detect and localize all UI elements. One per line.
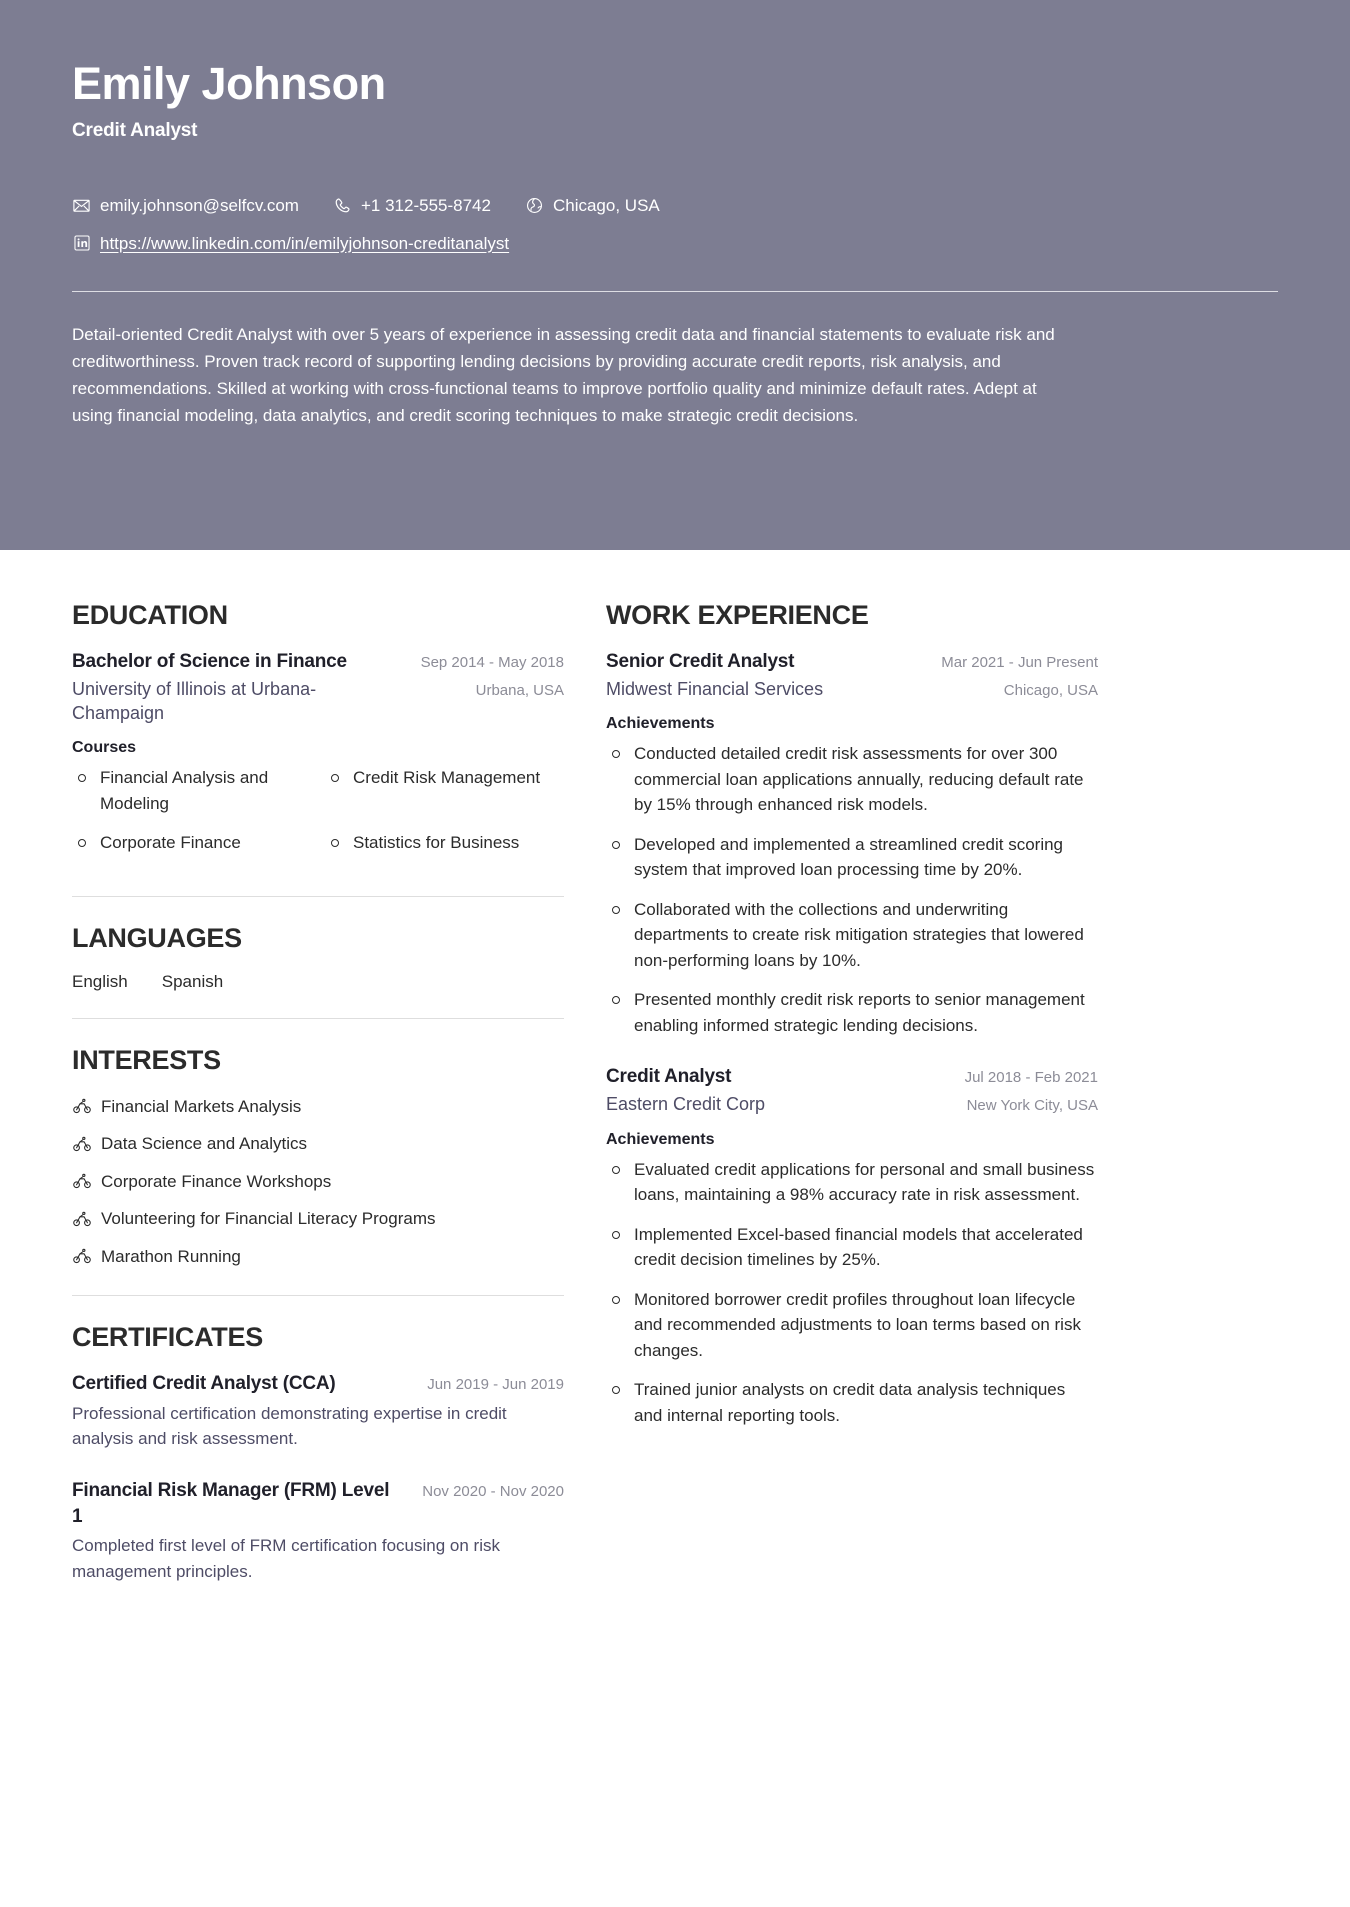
interest-label: Volunteering for Financial Literacy Programs: [101, 1209, 436, 1229]
achievement-item: Presented monthly credit risk reports to senior management enabling informed strategic lending decisions.: [606, 987, 1098, 1038]
achievements-label: Achievements: [606, 715, 715, 733]
course-item: Statistics for Business: [325, 830, 564, 856]
contact-linkedin-text: https://www.linkedin.com/in/emilyjohnson-creditanalyst: [100, 233, 510, 253]
education-dates: Sep 2014 - May 2018: [420, 654, 564, 671]
section-divider: [72, 1018, 564, 1019]
contact-row: [72, 194, 1278, 218]
interest-item: [72, 1206, 564, 1232]
education-location: Urbana, USA: [475, 681, 564, 699]
certificate-description: Completed first level of FRM certification focusing on risk management principles.: [72, 1536, 500, 1581]
candidate-job-title: Credit Analyst: [72, 119, 198, 141]
work-role: Credit Analyst: [606, 1066, 732, 1088]
certificates-section-title: CERTIFICATES: [72, 1322, 263, 1353]
work-entry: [606, 1064, 1098, 1428]
achievement-item: Developed and implemented a streamlined credit scoring system that improved loan processing time by 20%.: [606, 832, 1098, 883]
achievements-list: [606, 1157, 1098, 1429]
left-column: [72, 600, 564, 1592]
bicycle-icon: [72, 1134, 92, 1154]
languages-list: [72, 972, 564, 992]
certificate-entry: [72, 1478, 564, 1584]
contact-linkedin[interactable]: [72, 232, 509, 256]
achievements-label: Achievements: [606, 1130, 715, 1148]
work-dates: Jul 2018 - Feb 2021: [964, 1069, 1098, 1087]
professional-summary: Detail-oriented Credit Analyst with over 5 years of experience in assessing credit data and financial statements to evaluate risk and creditworthiness. Proven track record of supporting lending decisions by providing accurate credit reports, risk analysis, and recommendations. Skilled at working with cross-functional teams to improve portfolio quality and minimize default rates. Adept at using financial modeling, data analytics, and credit scoring techniques to make strategic credit decisions.: [72, 325, 1055, 425]
course-item: Financial Analysis and Modeling: [72, 765, 311, 816]
achievement-item: Collaborated with the collections and underwriting departments to create risk mitigation strategies that lowered non-performing loans by 10%.: [606, 897, 1098, 974]
work-location: New York City, USA: [966, 1097, 1098, 1115]
education-degree: Bachelor of Science in Finance: [72, 651, 347, 672]
course-item: Credit Risk Management: [325, 765, 564, 816]
bicycle-icon: [72, 1209, 92, 1229]
work-company: Eastern Credit Corp: [606, 1094, 766, 1115]
contact-email-text: emily.johnson@selfcv.com: [100, 195, 299, 215]
work-dates: Mar 2021 - Jun Present: [941, 654, 1098, 671]
email-icon: [72, 196, 91, 215]
contact-phone-text: +1 312-555-8742: [360, 195, 491, 215]
interest-item: [72, 1131, 564, 1157]
section-divider: [72, 1295, 564, 1296]
languages-section: [72, 923, 564, 992]
interests-section-title: INTERESTS: [72, 1044, 221, 1075]
languages-section-title: LANGUAGES: [72, 922, 242, 953]
contact-location-text: Chicago, USA: [552, 195, 660, 215]
interest-item: [72, 1094, 564, 1120]
certificate-dates: Nov 2020 - Nov 2020: [422, 1482, 564, 1500]
work-entry: [606, 649, 1098, 1038]
bicycle-icon: [72, 1096, 92, 1116]
achievements-list: [606, 741, 1098, 1038]
interests-list: [72, 1094, 564, 1270]
language-item: English: [72, 971, 128, 991]
achievement-item: Conducted detailed credit risk assessments for over 300 commercial loan applications annually, reducing default rate by 15% through enhanced risk models.: [606, 741, 1098, 818]
language-item: Spanish: [161, 971, 224, 991]
contact-email[interactable]: [72, 194, 299, 218]
certificate-name: Financial Risk Manager (FRM) Level 1: [72, 1479, 390, 1527]
education-section: [72, 600, 564, 870]
linkedin-icon: [72, 234, 91, 253]
course-item: Corporate Finance: [72, 830, 311, 856]
courses-label: Courses: [72, 739, 137, 757]
location-icon: [525, 196, 544, 215]
achievement-item: Implemented Excel-based financial models that accelerated credit decision timelines by 25%.: [606, 1222, 1098, 1273]
education-institution: University of Illinois at Urbana-Champaign: [72, 678, 317, 723]
contact-phone[interactable]: [333, 194, 491, 218]
interest-label: Financial Markets Analysis: [101, 1096, 302, 1116]
certificate-dates: Jun 2019 - Jun 2019: [427, 1376, 564, 1394]
contact-location[interactable]: [525, 194, 660, 218]
certificates-section: [72, 1322, 564, 1584]
work-company: Midwest Financial Services: [606, 678, 824, 699]
work-experience-section: [606, 600, 1098, 1428]
certificate-name: Certified Credit Analyst (CCA): [72, 1373, 336, 1395]
linkedin-row: [72, 232, 1278, 256]
education-entry: [72, 649, 564, 870]
work-location: Chicago, USA: [1003, 681, 1098, 699]
interest-item: [72, 1169, 564, 1195]
interest-label: Data Science and Analytics: [101, 1134, 308, 1154]
phone-icon: [333, 196, 352, 215]
section-divider: [72, 896, 564, 897]
courses-list: [72, 765, 564, 870]
bicycle-icon: [72, 1171, 92, 1191]
resume-header: [0, 0, 1350, 550]
education-section-title: EDUCATION: [72, 600, 228, 630]
achievement-item: Monitored borrower credit profiles throughout loan lifecycle and recommended adjustments to loan terms based on risk changes.: [606, 1287, 1098, 1364]
candidate-name: Emily Johnson: [72, 58, 386, 109]
header-divider: [72, 291, 1278, 292]
interest-label: Corporate Finance Workshops: [101, 1171, 332, 1191]
work-experience-section-title: WORK EXPERIENCE: [606, 600, 869, 630]
achievement-item: Trained junior analysts on credit data analysis techniques and internal reporting tools.: [606, 1377, 1098, 1428]
bicycle-icon: [72, 1246, 92, 1266]
interest-item: [72, 1244, 564, 1270]
certificate-entry: [72, 1371, 564, 1452]
work-role: Senior Credit Analyst: [606, 651, 795, 672]
right-column: [606, 600, 1098, 1442]
achievement-item: Evaluated credit applications for personal and small business loans, maintaining a 98% accuracy rate in risk assessment.: [606, 1157, 1098, 1208]
resume-body: [0, 550, 1350, 1592]
certificate-description: Professional certification demonstrating expertise in credit analysis and risk assessment.: [72, 1403, 507, 1449]
interest-label: Marathon Running: [101, 1246, 241, 1266]
interests-section: [72, 1045, 564, 1270]
